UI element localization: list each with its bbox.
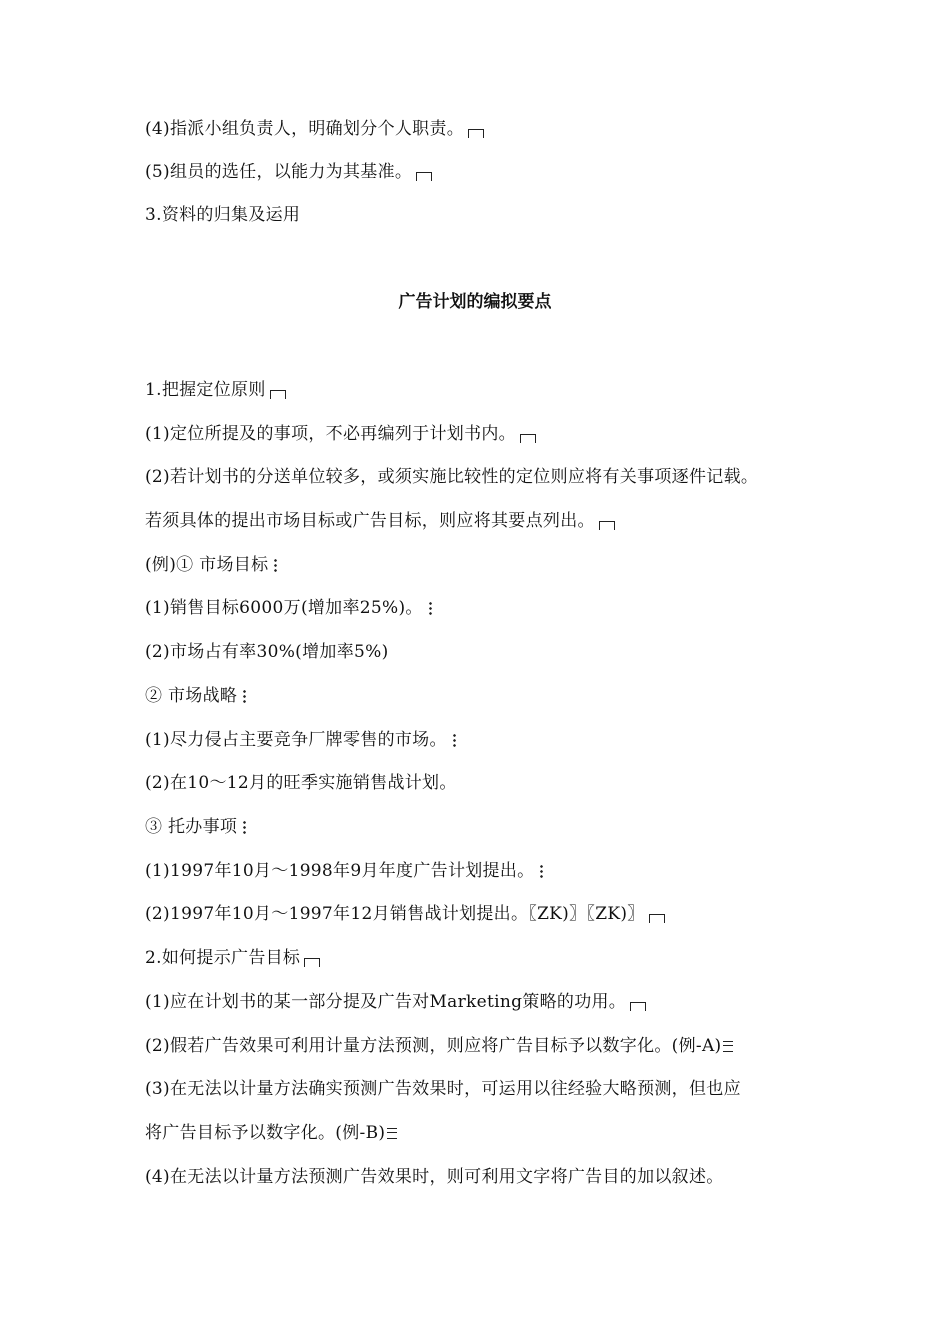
- paragraph-mark-icon: [468, 129, 484, 138]
- line-text: 2.如何提示广告目标: [145, 948, 301, 968]
- equal-mark-icon: [387, 1128, 397, 1139]
- paragraph-line: [145, 859, 543, 883]
- line-text: (2)1997年10月～1997年12月销售战计划提出。〖ZK)〗〖ZK)〗: [145, 904, 645, 924]
- paragraph-mark-icon: [649, 914, 665, 923]
- paragraph-line: [145, 509, 615, 533]
- paragraph-line: [145, 684, 246, 708]
- line-text: (1)定位所提及的事项，不必再编列于计划书内。: [145, 424, 516, 444]
- equal-mark-icon: [723, 1041, 733, 1052]
- line-text: (2)若计划书的分送单位较多，或须实施比较性的定位则应将有关事项逐件记载。: [145, 467, 759, 487]
- paragraph-mark-icon: [630, 1002, 646, 1011]
- section-heading: 广告计划的编拟要点: [398, 292, 552, 312]
- line-text: 若须具体的提出市场目标或广告目标，则应将其要点列出。: [145, 511, 595, 531]
- line-text: (2)假若广告效果可利用计量方法预测，则应将广告目标予以数字化。(例-A): [145, 1036, 722, 1056]
- paragraph-line: [145, 771, 457, 795]
- paragraph-line: [145, 553, 277, 577]
- paragraph-line: [145, 640, 389, 664]
- line-break-mark-icon: [453, 733, 456, 747]
- paragraph-mark-icon: [520, 434, 536, 443]
- paragraph-line: [145, 117, 484, 141]
- line-text: ② 市场战略: [145, 686, 238, 706]
- paragraph-line: [145, 728, 456, 752]
- paragraph-line: [145, 1034, 733, 1058]
- line-text: (1)1997年10月～1998年9月年度广告计划提出。: [145, 861, 535, 881]
- paragraph-line: [145, 1121, 397, 1145]
- line-break-mark-icon: [243, 689, 246, 703]
- paragraph-line: [145, 902, 665, 926]
- line-break-mark-icon: [243, 820, 246, 834]
- line-text: 1.把握定位原则: [145, 380, 266, 400]
- line-text: ③ 托办事项: [145, 817, 238, 837]
- paragraph-line: [145, 815, 246, 839]
- line-break-mark-icon: [540, 864, 543, 878]
- paragraph-mark-icon: [270, 390, 286, 399]
- paragraph-line: [145, 1077, 741, 1101]
- line-break-mark-icon: [274, 558, 277, 572]
- line-text: (4)指派小组负责人，明确划分个人职责。: [145, 119, 465, 139]
- line-text: (1)尽力侵占主要竞争厂牌零售的市场。: [145, 730, 447, 750]
- line-break-mark-icon: [429, 601, 432, 615]
- paragraph-line: [145, 946, 320, 970]
- line-text: (2)市场占有率30%(增加率5%): [145, 642, 389, 662]
- line-text: (4)在无法以计量方法预测广告效果时，则可利用文字将广告目的加以叙述。: [145, 1167, 724, 1187]
- paragraph-mark-icon: [304, 958, 320, 967]
- line-text: 3.资料的归集及运用: [145, 205, 301, 225]
- line-text: (2)在10～12月的旺季实施销售战计划。: [145, 773, 457, 793]
- paragraph-line: [145, 596, 432, 620]
- line-text: (1)销售目标6000万(增加率25%)。: [145, 598, 423, 618]
- paragraph-line: [145, 160, 432, 184]
- line-text: (例)① 市场目标: [145, 555, 269, 575]
- line-text: (1)应在计划书的某一部分提及广告对Marketing策略的功用。: [145, 992, 627, 1012]
- line-text: (5)组员的选任，以能力为其基准。: [145, 162, 413, 182]
- paragraph-line: [145, 1165, 724, 1189]
- paragraph-line: [145, 422, 536, 446]
- paragraph-line: [145, 203, 300, 227]
- paragraph-line: [145, 465, 758, 489]
- line-text: 将广告目标予以数字化。(例-B): [145, 1123, 386, 1143]
- line-text: (3)在无法以计量方法确实预测广告效果时，可运用以往经验大略预测，但也应: [145, 1079, 741, 1099]
- paragraph-line: [145, 378, 286, 402]
- paragraph-mark-icon: [416, 172, 432, 181]
- paragraph-mark-icon: [599, 521, 615, 530]
- paragraph-line: [145, 990, 646, 1014]
